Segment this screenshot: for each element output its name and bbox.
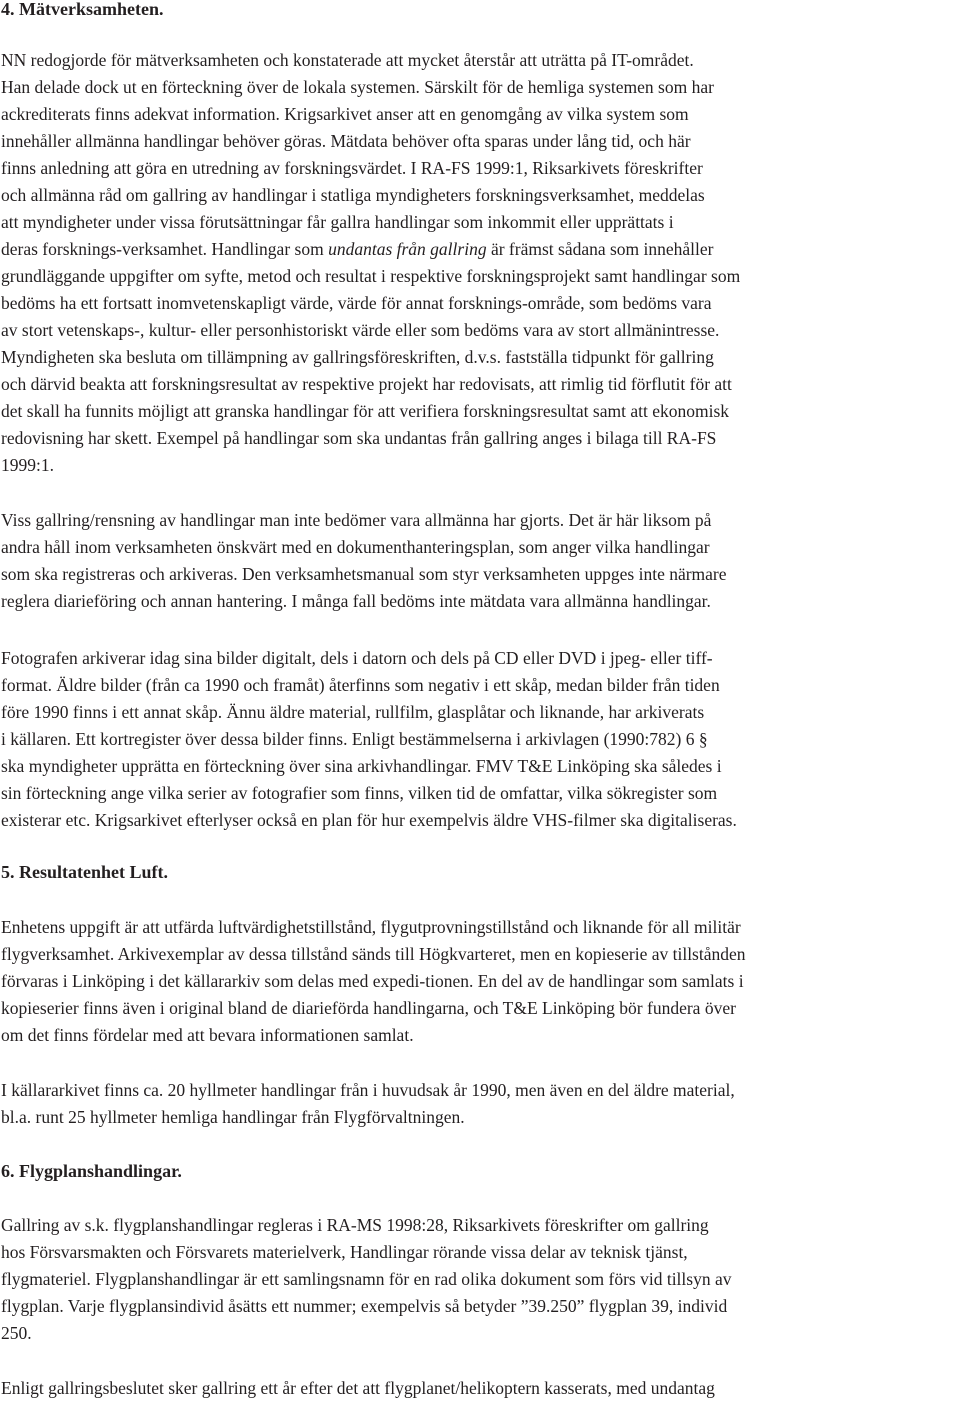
text-line: bl.a. runt 25 hyllmeter hemliga handlingar från Flygförvaltningen. — [1, 1107, 465, 1127]
text-line: förvaras i Linköping i det källararkiv som delas med expedi-tionen. En del av de handlingar som samlats i — [1, 971, 744, 991]
text-line: finns anledning att göra en utredning av forskningsvärdet. I RA-FS 1999:1, Riksarkivets föreskrifter — [1, 158, 703, 178]
text-segment: är främst sådana som innehåller — [486, 239, 714, 259]
text-line — [1, 236, 960, 263]
text-line: i källaren. Ett kortregister över dessa bilder finns. Enligt bestämmelserna i arkivlagen (1990:782) 6 § — [1, 729, 708, 749]
italic-phrase: undantas från gallring — [328, 239, 487, 259]
section-5-paragraph-1 — [0, 914, 960, 1049]
text-line: sin förteckning ange vilka serier av fotografier som finns, vilken tid de omfattar, vilka sökregister som — [1, 783, 718, 803]
section-6-paragraph-2 — [0, 1375, 960, 1402]
section-4-paragraph-1 — [0, 47, 960, 479]
text-line: innehåller allmänna handlingar behöver göras. Mätdata behöver ofta sparas under lång tid, och här — [1, 131, 691, 151]
section-5-paragraph-2 — [0, 1077, 960, 1131]
text-line: det skall ha funnits möjligt att granska handlingar för att verifiera forskningsresultat samt att ekonomisk — [1, 401, 730, 421]
section-6-heading: 6. Flygplanshandlingar. — [1, 1161, 182, 1181]
text-line: och allmänna råd om gallring av handlingar i statliga myndigheters forskningsverksamhet, meddelas — [1, 185, 705, 205]
text-line: hos Försvarsmakten och Försvarets materielverk, Handlingar rörande vissa delar av teknisk tjänst, — [1, 1242, 688, 1262]
text-line: Han delade dock ut en förteckning över de lokala systemen. Särskilt för de hemliga systemen som har — [1, 77, 714, 97]
text-line: bedöms ha ett fortsatt inomvetenskapligt värde, värde för annat forsknings-område, som bedöms vara — [1, 293, 712, 313]
text-line: Fotografen arkiverar idag sina bilder digitalt, dels i datorn och dels på CD eller DVD i jpeg- eller tiff- — [1, 648, 713, 668]
text-line: flygverksamhet. Arkivexemplar av dessa tillstånd sänds till Högkvarteret, men en kopieserie av tillstånden — [1, 944, 746, 964]
text-line: existerar etc. Krigsarkivet efterlyser också en plan för hur exempelvis äldre VHS-filmer ska digitaliseras. — [1, 810, 737, 830]
text-line: före 1990 finns i ett annat skåp. Ännu äldre material, rullfilm, glasplåtar och liknande, har arkiverats — [1, 702, 705, 722]
text-line: grundläggande uppgifter om syfte, metod och resultat i respektive forskningsprojekt samt handlingar som — [1, 266, 741, 286]
text-line: ska myndigheter upprätta en förteckning över sina arkivhandlingar. FMV T&E Linköping ska således i — [1, 756, 722, 776]
text-line: flygplan. Varje flygplansindivid åsätts ett nummer; exempelvis så betyder ”39.250” flygplan 39, individ — [1, 1296, 728, 1316]
section-5-heading: 5. Resultatenhet Luft. — [1, 862, 168, 882]
text-line: om det finns fördelar med att bevara informationen samlat. — [1, 1025, 414, 1045]
text-line: NN redogjorde för mätverksamheten och konstaterade att mycket återstår att uträtta på IT-området. — [1, 50, 694, 70]
text-line: redovisning har skett. Exempel på handlingar som ska undantas från gallring anges i bilaga till RA-FS — [1, 428, 717, 448]
text-line: 1999:1. — [1, 455, 54, 475]
section-4-paragraph-3 — [0, 645, 960, 834]
text-line: och därvid beakta att forskningsresultat av respektive projekt har redovisats, att rimlig tid förflutit för att — [1, 374, 732, 394]
text-line: flygmateriel. Flygplanshandlingar är ett samlingsnamn för en rad olika dokument som förs vid tillsyn av — [1, 1269, 732, 1289]
section-4-paragraph-2 — [0, 507, 960, 615]
text-line: som ska registreras och arkiveras. Den verksamhetsmanual som styr verksamheten uppges inte närmare — [1, 564, 727, 584]
section-6-paragraph-1 — [0, 1212, 960, 1347]
text-segment: deras forsknings-verksamhet. Handlingar som — [1, 239, 329, 259]
text-line: Enligt gallringsbeslutet sker gallring ett år efter det att flygplanet/helikoptern kasserats, med undantag — [1, 1378, 715, 1398]
text-line: ackrediterats finns adekvat information. Krigsarkivet anser att en genomgång av vilka system som — [1, 104, 689, 124]
text-line: andra håll inom verksamheten önskvärt med en dokumenthanteringsplan, som anger vilka handlingar — [1, 537, 710, 557]
text-line: Viss gallring/rensning av handlingar man inte bedömer vara allmänna har gjorts. Det är här liksom på — [1, 510, 712, 530]
text-line: Enhetens uppgift är att utfärda luftvärdighetstillstånd, flygutprovningstillstånd och liknande för all militär — [1, 917, 741, 937]
text-line: av stort vetenskaps-, kultur- eller personhistoriskt värde eller som bedöms vara av stort allmänintresse. — [1, 320, 720, 340]
text-line: Myndigheten ska besluta om tillämpning av gallringsföreskriften, d.v.s. fastställa tidpunkt för gallring — [1, 347, 714, 367]
text-line: format. Äldre bilder (från ca 1990 och framåt) återfinns som negativ i ett skåp, medan bilder från tiden — [1, 675, 720, 695]
text-line: 250. — [1, 1323, 32, 1343]
section-4-heading: 4. Mätverksamheten. — [1, 0, 164, 19]
text-line: I källararkivet finns ca. 20 hyllmeter handlingar från i huvudsak år 1990, men även en del äldre material, — [1, 1080, 735, 1100]
text-line: Gallring av s.k. flygplanshandlingar regleras i RA-MS 1998:28, Riksarkivets föreskrifter om gallring — [1, 1215, 709, 1235]
text-line: reglera diarieföring och annan hantering. I många fall bedöms inte mätdata vara allmänna handlingar. — [1, 591, 711, 611]
text-line: att myndigheter under vissa förutsättningar får gallra handlingar som inkommit eller upprättats i — [1, 212, 674, 232]
text-line: kopieserier finns även i original bland de diarieförda handlingarna, och T&E Linköping bör fundera över — [1, 998, 736, 1018]
